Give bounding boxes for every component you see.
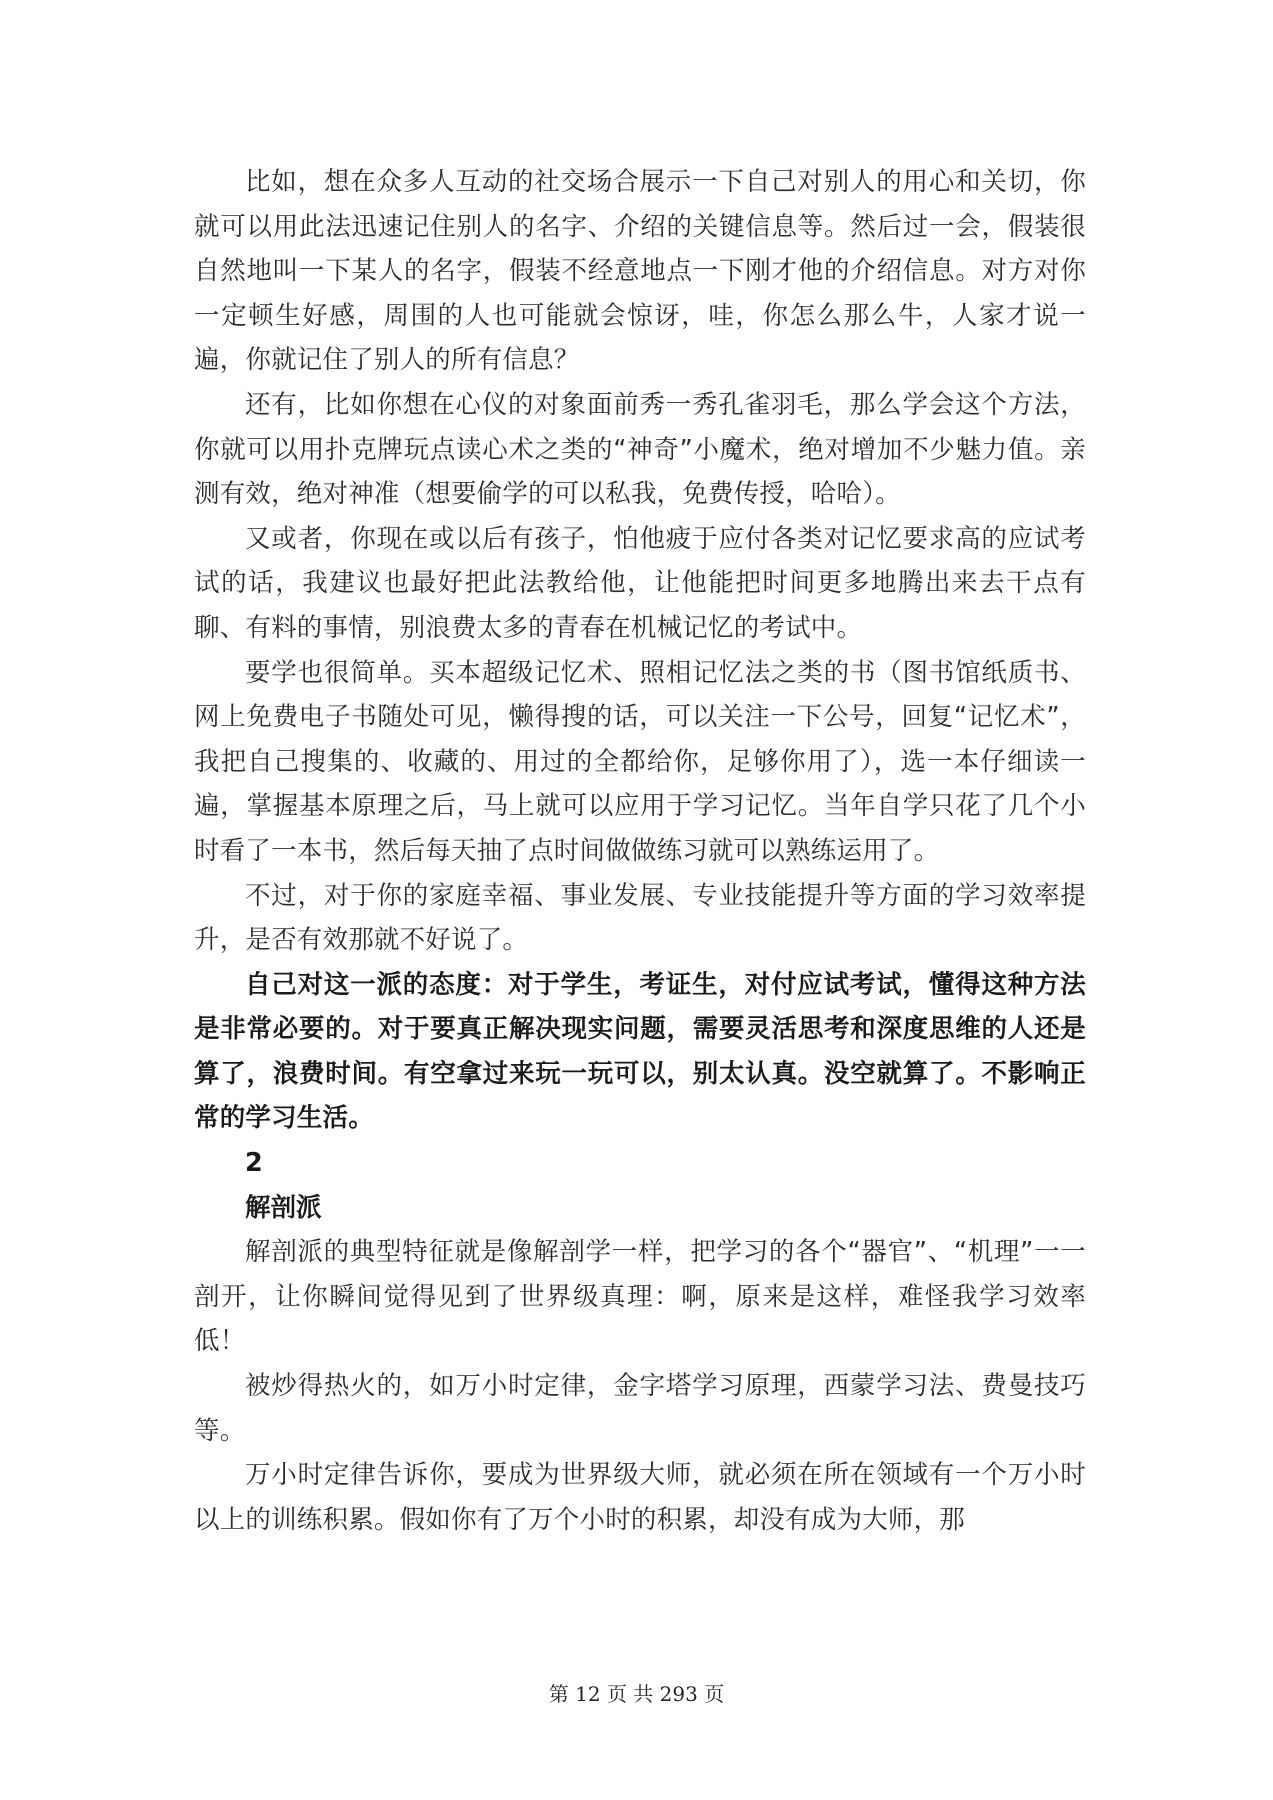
section-paragraph-3: 万小时定律告诉你，要成为世界级大师，就必须在所在领域有一个万小时以上的训练积累。假如你有了万个小时的积累，却没有成为大师，那 xyxy=(194,1460,1086,1535)
attitude-paragraph: 自己对这一派的态度：对于学生，考证生，对付应试考试，懂得这种方法是非常必要的。对于要真正解决现实问题，需要灵活思考和深度思维的人还是算了，浪费时间。有空拿过来玩一玩可以，别太认真。没空就算了。不影响正常的学习生活。 xyxy=(194,969,1086,1134)
page-body xyxy=(194,160,1086,1542)
section-title: 解剖派 xyxy=(245,1192,322,1223)
paragraph-3: 又或者，你现在或以后有孩子，怕他疲于应付各类对记忆要求高的应试考试的话，我建议也最好把此法教给他，让他能把时间更多地腾出来去干点有聊、有料的事情，别浪费太多的青春在机械记忆的考试中。 xyxy=(194,523,1086,643)
paragraph-2: 还有，比如你想在心仪的对象面前秀一秀孔雀羽毛，那么学会这个方法，你就可以用扑克牌玩点读心术之类的“神奇”小魔术，绝对增加不少魅力值。亲测有效，绝对神准（想要偷学的可以私我，免费传授，哈哈）。 xyxy=(194,389,1086,510)
paragraph-1: 比如，想在众多人互动的社交场合展示一下自己对别人的用心和关切，你就可以用此法迅速记住别人的名字、介绍的关键信息等。然后过一会，假装很自然地叫一下某人的名字，假装不经意地点一下刚才他的介绍信息。对方对你一定顿生好感，周围的人也可能就会惊讶，哇，你怎么那么牛，人家才说一遍，你就记住了别人的所有信息？ xyxy=(194,167,1086,376)
section-paragraph-2: 被炒得热火的，如万小时定律，金字塔学习原理，西蒙学习法、费曼技巧等。 xyxy=(194,1371,1086,1446)
section-paragraph-1: 解剖派的典型特征就是像解剖学一样，把学习的各个“器官”、“机理”一一剖开，让你瞬间觉得见到了世界级真理：啊，原来是这样，难怪我学习效率低！ xyxy=(194,1237,1086,1357)
paragraph-4: 要学也很简单。买本超级记忆术、照相记忆法之类的书（图书馆纸质书、网上免费电子书随处可见，懒得搜的话，可以关注一下公号，回复“记忆术”，我把自己搜集的、收藏的、用过的全都给你，足够你用了），选一本仔细读一遍，掌握基本原理之后，马上就可以应用于学习记忆。当年自学只花了几个小时看了一本书，然后每天抽了点时间做做练习就可以熟练运用了。 xyxy=(194,657,1086,866)
section-number: 2 xyxy=(245,1148,263,1179)
paragraph-5: 不过，对于你的家庭幸福、事业发展、专业技能提升等方面的学习效率提升，是否有效那就不好说了。 xyxy=(194,880,1086,956)
page-footer: 第 12 页 共 293 页 xyxy=(548,1682,725,1706)
